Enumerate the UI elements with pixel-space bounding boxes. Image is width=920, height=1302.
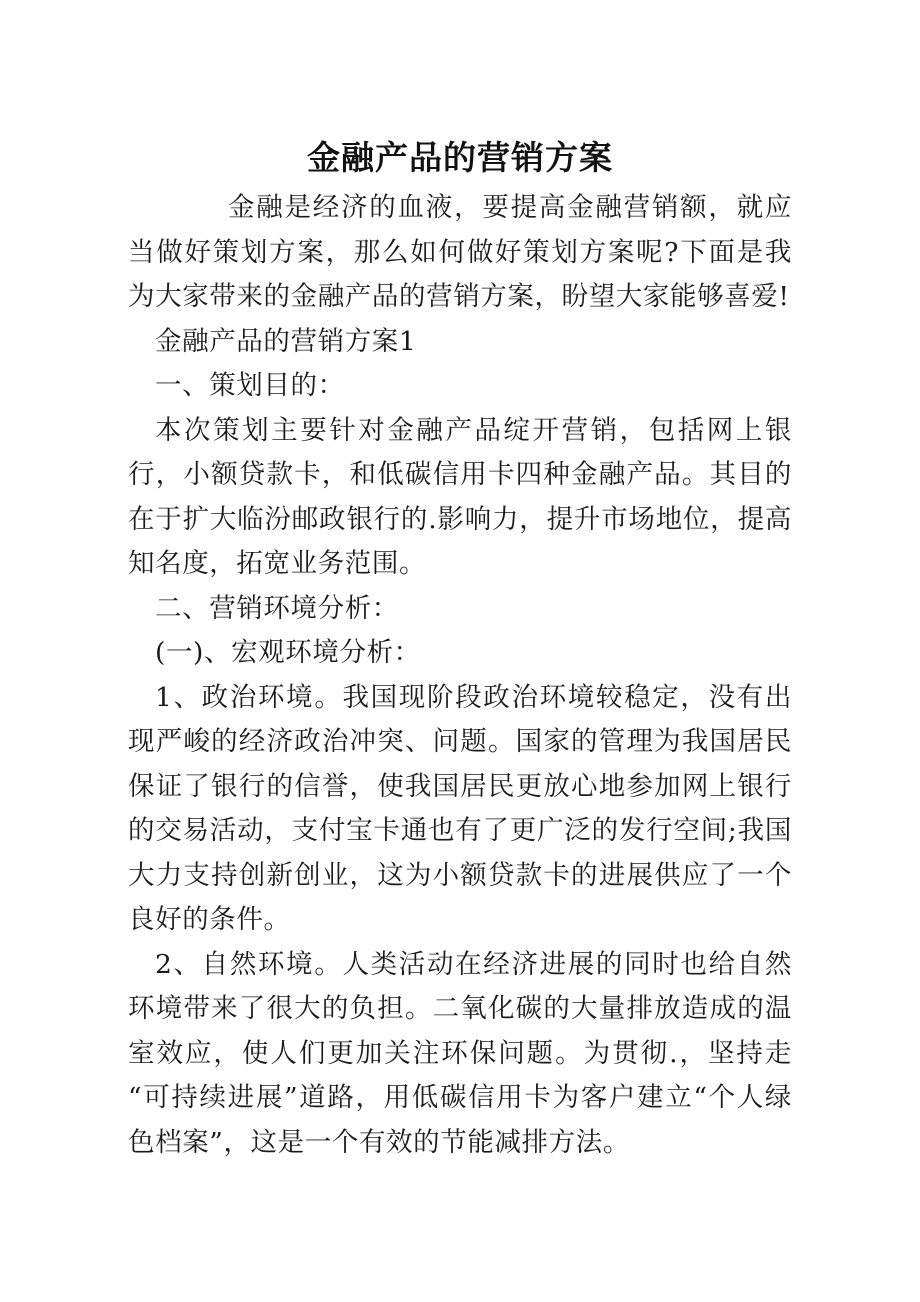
paragraph-intro: 金融是经济的血液，要提高金融营销额，就应当做好策划方案，那么如何做好策划方案呢?下面是我为大家带来的金融产品的营销方案，盼望大家能够喜爱!: [128, 192, 792, 312]
heading-two: 二、营销环境分析：: [155, 592, 399, 624]
paragraph-item-political: 1、政治环境。我国现阶段政治环境较稳定，没有出现严峻的经济政治冲突、问题。国家的管理为我国居民保证了银行的信誉，使我国居民更放心地参加网上银行的交易活动，支付宝卡通也有了更广泛的发行空间;我国大力支持创新创业，这为小额贷款卡的进展供应了一个良好的条件。: [128, 681, 792, 935]
paragraph-section-label: 金融产品的营销方案1: [155, 325, 417, 357]
paragraph-item-natural: 2、自然环境。人类活动在经济进展的同时也给自然环境带来了很大的负担。二氧化碳的大量排放造成的温室效应，使人们更加关注环保问题。为贯彻.，坚持走“可持续进展”道路，用低碳信用卡为客户建立“个人绿色档案”，这是一个有效的节能减排方法。: [128, 948, 792, 1158]
heading-two-one: (一)、宏观环境分析：: [155, 637, 421, 668]
paragraph-purpose-body: 本次策划主要针对金融产品绽开营销，包括网上银行，小额贷款卡，和低碳信用卡四种金融产品。其目的在于扩大临汾邮政银行的.影响力，提升市场地位，提高知名度，拓宽业务范围。: [128, 414, 792, 579]
page-title: 金融产品的营销方案: [307, 138, 613, 178]
document-body: [128, 186, 792, 1165]
heading-one: 一、策划目的：: [155, 370, 345, 401]
